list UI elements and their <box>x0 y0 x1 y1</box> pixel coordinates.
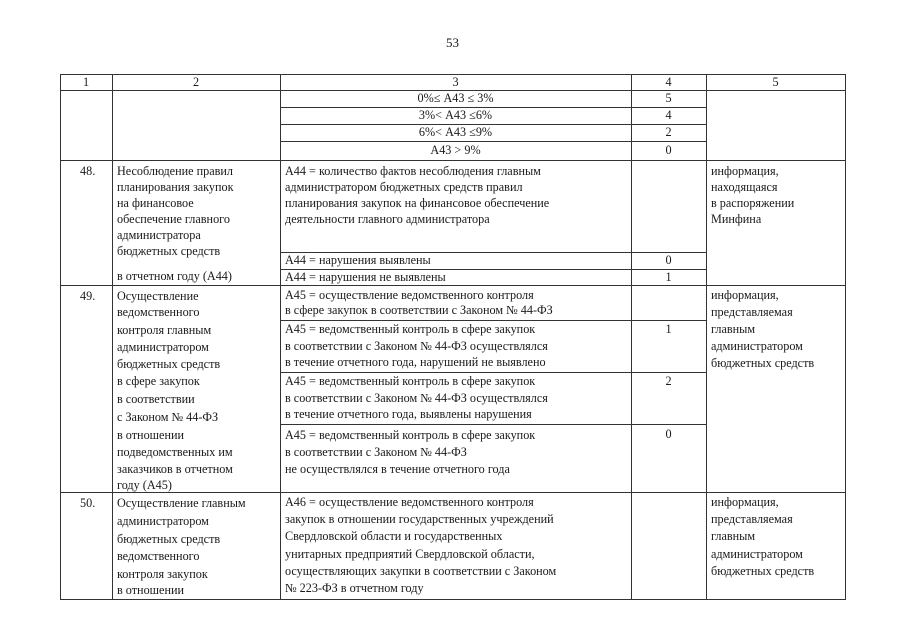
text-line: информация, <box>711 164 779 178</box>
row-number: 50. <box>80 496 96 510</box>
text-line: А45 = ведомственный контроль в сфере закупок <box>285 428 536 442</box>
text-line: в отношении <box>117 428 185 442</box>
text-line: ведомственного <box>117 305 200 319</box>
text-line: Осуществление главным <box>117 496 246 510</box>
text-line: в течение отчетного года, выявлены нарушения <box>285 407 532 421</box>
text-line: администратором <box>711 339 803 353</box>
text-line: № 223-ФЗ в отчетном году <box>285 581 424 595</box>
option-text: А44 = нарушения не выявлены <box>285 270 446 284</box>
text-line: Минфина <box>711 212 762 226</box>
row-divider <box>280 424 706 425</box>
condition-cell: 3%< А43 ≤6% <box>418 108 493 122</box>
text-line: А46 = осуществление ведомственного контроля <box>285 495 534 509</box>
table-border-right <box>845 74 846 600</box>
text-line: деятельности главного администратора <box>285 212 490 226</box>
column-divider <box>706 74 707 600</box>
text-line: информация, <box>711 288 779 302</box>
text-line: информация, <box>711 495 779 509</box>
score-cell: 1 <box>665 322 672 336</box>
row-divider <box>60 285 846 286</box>
text-line: бюджетных средств <box>117 532 221 546</box>
score-cell: 0 <box>665 143 672 157</box>
score-cell: 2 <box>665 374 672 388</box>
text-line: бюджетных средств <box>711 356 815 370</box>
header-col-5: 5 <box>772 75 779 89</box>
text-line: в отчетном году (А44) <box>117 269 232 283</box>
page-number: 53 <box>446 35 459 50</box>
row-number: 49. <box>80 289 96 303</box>
text-line: в течение отчетного года, нарушений не выявлено <box>285 355 546 369</box>
text-line: представляемая <box>711 512 793 526</box>
row-divider <box>280 372 706 373</box>
text-line: Несоблюдение правил <box>117 164 233 178</box>
text-line: в соответствии с Законом № 44-ФЗ осуществлялся <box>285 391 548 405</box>
row-number: 48. <box>80 164 96 178</box>
text-line: контроля главным <box>117 323 212 337</box>
score-cell: 0 <box>665 253 672 267</box>
header-col-3: 3 <box>452 75 459 89</box>
text-line: главным <box>711 529 756 543</box>
text-line: А44 = количество фактов несоблюдения главным <box>285 164 541 178</box>
score-cell: 0 <box>665 427 672 441</box>
header-col-1: 1 <box>82 75 90 89</box>
criteria-table <box>60 74 846 600</box>
option-text: А44 = нарушения выявлены <box>285 253 431 267</box>
header-col-4: 4 <box>665 75 672 89</box>
text-line: закупок в отношении государственных учреждений <box>285 512 554 526</box>
column-divider <box>112 74 113 600</box>
text-line: в соответствии с Законом № 44-ФЗ осуществлялся <box>285 339 548 353</box>
text-line: в соответствии с Законом № 44-ФЗ <box>285 445 467 459</box>
text-line: администратором бюджетных средств правил <box>285 180 523 194</box>
condition-cell: 0%≤ А43 ≤ 3% <box>417 91 494 105</box>
table-border-bottom <box>60 599 846 600</box>
text-line: на финансовое <box>117 196 194 210</box>
score-cell: 5 <box>665 91 672 105</box>
text-line: подведомственных им <box>117 445 233 459</box>
score-cell: 4 <box>665 108 672 122</box>
text-line: Свердловской области и государственных <box>285 529 503 543</box>
text-line: унитарных предприятий Свердловской области, <box>285 547 535 561</box>
condition-cell: А43 > 9% <box>430 143 481 157</box>
text-line: администратором <box>711 547 803 561</box>
text-line: в сфере закупок в соответствии с Законом № 44-ФЗ <box>285 303 553 317</box>
text-line: бюджетных средств <box>117 357 221 371</box>
row-divider <box>60 492 846 493</box>
text-line: в соответствии <box>117 392 195 406</box>
text-line: главным <box>711 322 756 336</box>
text-line: администратора <box>117 228 201 242</box>
text-line: представляемая <box>711 305 793 319</box>
score-cell: 2 <box>665 125 672 139</box>
table-border-left <box>60 74 61 600</box>
score-cell: 1 <box>665 270 672 284</box>
row-divider <box>280 141 706 142</box>
text-line: году (А45) <box>117 478 172 492</box>
text-line: планирования закупок на финансовое обеспечение <box>285 196 550 210</box>
text-line: А45 = ведомственный контроль в сфере закупок <box>285 374 536 388</box>
text-line: ведомственного <box>117 549 200 563</box>
text-line: А45 = осуществление ведомственного контроля <box>285 288 534 302</box>
text-line: бюджетных средств <box>117 244 221 258</box>
text-line: администратором <box>117 340 209 354</box>
text-line: бюджетных средств <box>711 564 815 578</box>
condition-cell: 6%< А43 ≤9% <box>418 125 493 139</box>
text-line: планирования закупок <box>117 180 234 194</box>
text-line: обеспечение главного <box>117 212 230 226</box>
text-line: осуществляющих закупки в соответствии с Законом <box>285 564 557 578</box>
text-line: в распоряжении <box>711 196 795 210</box>
row-divider <box>280 320 706 321</box>
text-line: в сфере закупок <box>117 374 200 388</box>
text-line: с Законом № 44-ФЗ <box>117 410 219 424</box>
row-divider <box>60 160 846 161</box>
text-line: контроля закупок <box>117 567 208 581</box>
text-line: Осуществление <box>117 289 199 303</box>
text-line: не осуществлялся в течение отчетного года <box>285 462 510 476</box>
header-col-2: 2 <box>192 75 200 89</box>
text-line: администратором <box>117 514 209 528</box>
text-line: А45 = ведомственный контроль в сфере закупок <box>285 322 536 336</box>
text-line: находящаяся <box>711 180 778 194</box>
text-line: заказчиков в отчетном <box>117 462 233 476</box>
text-line: в отношении <box>117 583 185 597</box>
